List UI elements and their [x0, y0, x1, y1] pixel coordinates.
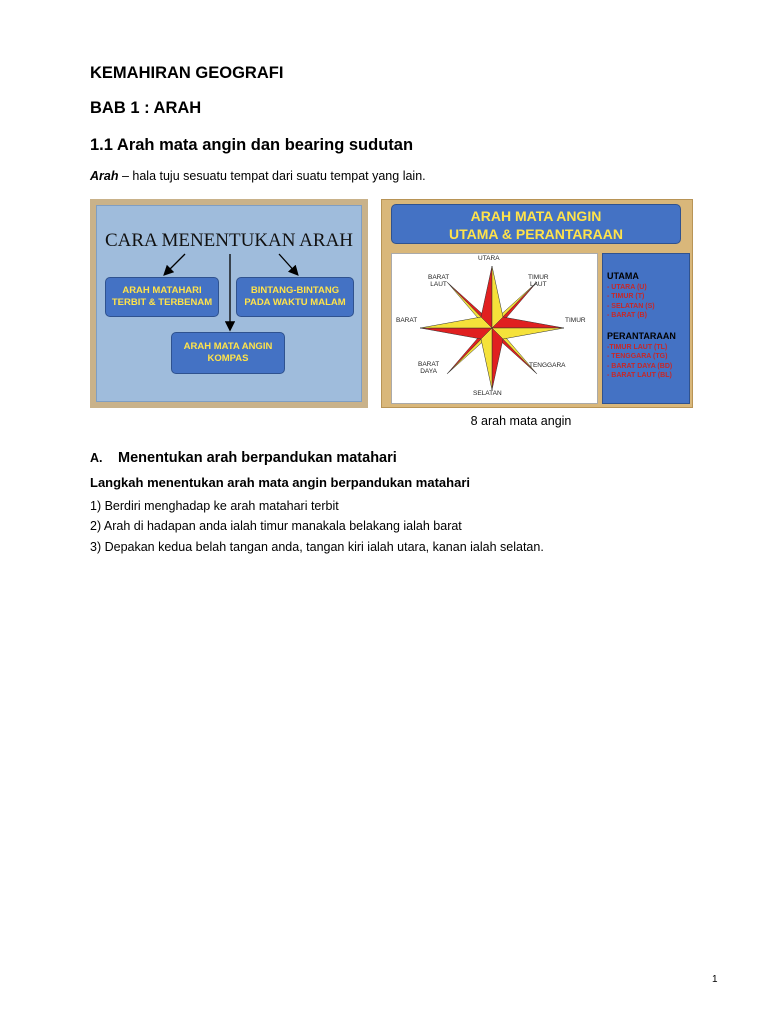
methods-diagram	[90, 199, 368, 408]
figure-caption: 8 arah mata angin	[470, 414, 572, 428]
legend-item: - BARAT DAYA (BD)	[607, 362, 673, 370]
legend-heading-main: UTAMA	[607, 271, 639, 281]
methods-diagram-panel	[96, 205, 362, 402]
page-number: 1	[712, 974, 718, 985]
section-a-letter: A.	[90, 451, 103, 465]
legend-item: - TENGGARA (TG)	[607, 353, 668, 361]
section-a-title: Menentukan arah berpandukan matahari	[118, 450, 397, 466]
compass-directions-diagram	[381, 199, 693, 408]
label-southeast: TENGGARA	[529, 362, 566, 369]
step-item: 1) Berdiri menghadap ke arah matahari terbit	[90, 499, 339, 513]
sun-method-box	[105, 277, 219, 317]
stars-method-box	[236, 277, 354, 317]
steps-subtitle: Langkah menentukan arah mata angin berpandukan matahari	[90, 475, 470, 490]
section-title: 1.1 Arah mata angin dan bearing sudutan	[90, 136, 414, 154]
compass-header-line2: UTAMA & PERANTARAAN	[449, 226, 623, 242]
definition-text: – hala tuju sesuatu tempat dari suatu tempat yang lain.	[118, 169, 426, 183]
methods-diagram-title: CARA MENENTUKAN ARAH	[104, 230, 354, 251]
legend-item: -TIMUR LAUT (TL)	[607, 343, 668, 351]
section-a-heading	[90, 450, 397, 466]
compass-method-label: ARAH MATA ANGIN KOMPAS	[183, 340, 273, 364]
label-south: SELATAN	[473, 390, 502, 397]
compass-method-box	[171, 332, 285, 374]
legend-heading-inter: PERANTARAAN	[607, 330, 676, 341]
chapter-title: BAB 1 : ARAH	[90, 99, 202, 117]
legend-item: - UTARA (U)	[607, 284, 647, 291]
label-west: BARAT	[396, 317, 418, 324]
arrow-to-sun	[165, 254, 185, 274]
compass-diagram-header	[391, 204, 681, 244]
arrow-to-stars	[279, 254, 297, 274]
label-southwest: BARAT DAYA	[418, 361, 440, 376]
label-north: UTARA	[478, 255, 500, 262]
step-item: 3) Depakan kedua belah tangan anda, tangan kiri ialah utara, kanan ialah selatan.	[90, 540, 544, 554]
compass-header-line1: ARAH MATA ANGIN	[470, 208, 602, 224]
stars-method-label: BINTANG-BINTANG PADA WAKTU MALAM	[244, 284, 346, 308]
document-title: KEMAHIRAN GEOGRAFI	[90, 64, 284, 82]
legend-item: - SELATAN (S)	[607, 302, 655, 310]
sun-method-label: ARAH MATAHARI TERBIT & TERBENAM	[111, 284, 213, 308]
label-northeast: TIMUR LAUT	[528, 274, 549, 289]
direction-legend-panel	[602, 253, 690, 404]
compass-rose-panel	[391, 253, 598, 404]
step-item: 2) Arah di hadapan anda ialah timur manakala belakang ialah barat	[90, 519, 462, 533]
definition-term: Arah	[90, 169, 119, 183]
legend-item: - BARAT (B)	[607, 312, 647, 320]
compass-rose-icon	[392, 254, 597, 403]
label-northwest: BARAT LAUT	[428, 274, 450, 289]
legend-item: - TIMUR (T)	[607, 293, 645, 301]
legend-item: - BARAT LAUT (BL)	[607, 372, 672, 380]
label-east: TIMUR	[565, 317, 586, 324]
definition	[90, 169, 426, 183]
